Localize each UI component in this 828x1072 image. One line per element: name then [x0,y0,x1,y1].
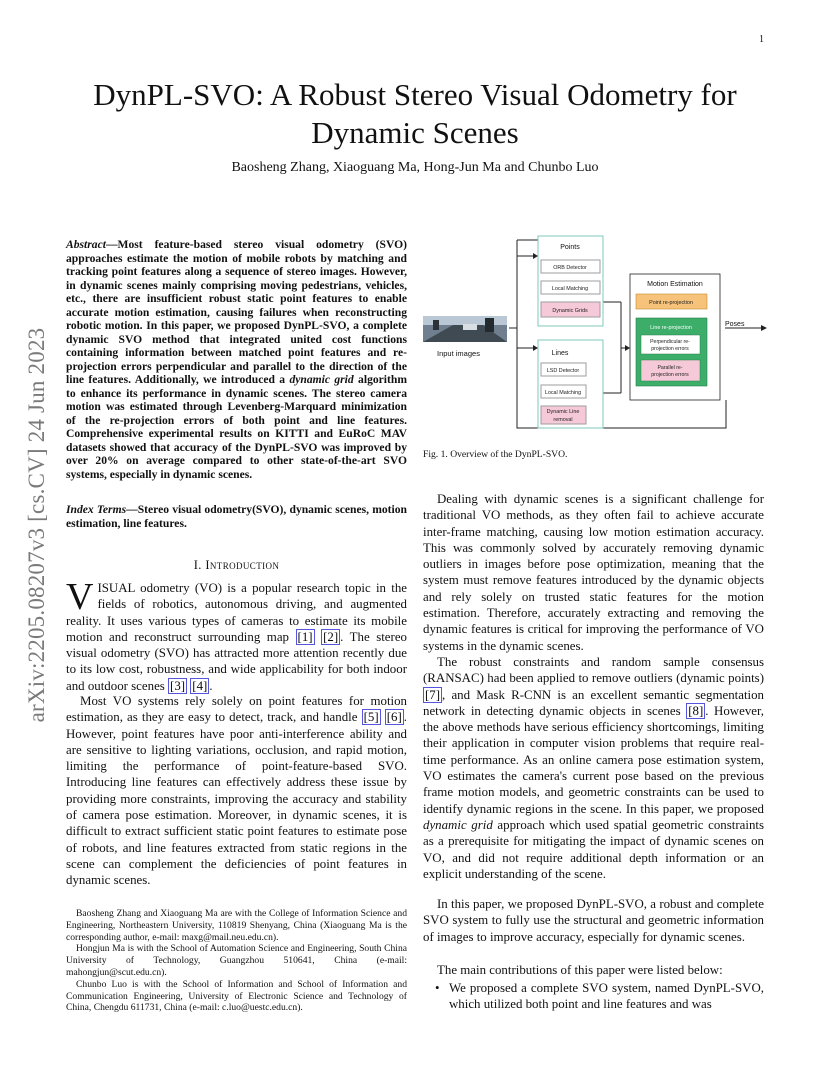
input-image-thumbnail [423,316,507,342]
dynamic-line-removal-box-line2: removal [553,417,573,423]
local-matching-box-2: Local Matching [544,390,582,396]
citation-link[interactable]: [8] [688,703,704,718]
abstract [66,238,407,481]
footnote: Chunbo Luo is with the School of Information and School of Information and Communication Engineering, University of Electronic Science and Technology of China, Chengdu 611731, China (e-mail: c.luo@uestc.edu.cn). [66,978,407,1014]
intro-text: . However, point features have poor anti-interference ability and are sensitive to lighting variations, occlusion, and rapid motion, limiting the performance of point-feature-based SVO. Introducing line features can effectively address these issue by providing more constraints, improving the accuracy and stability of camera pose estimation. Moreover, in dynamic scenes, it is difficult to extract sufficient static point features to estimate pose of robots, and line features extracted from static regions in the scene can complement the deficiencies of point features in dynamic scenes. [66,710,407,888]
index-text: —Stereo visual odometry(SVO), dynamic scenes, motion estimation, line features. [66,503,407,530]
contribution-bullet [433,980,764,1013]
index-label: Index Terms [66,503,127,516]
parallel-errors-box-line2: projection errors [651,372,689,378]
parallel-errors-box: Parallel re- [657,365,683,371]
section-title: Introduction [205,558,280,572]
index-terms [66,503,407,530]
right-paragraph-1 [423,491,764,654]
abstract-emphasis: dynamic grid [289,373,354,386]
lsd-detector-box: LSD Detector [546,368,580,374]
paragraph-text: Dealing with dynamic scenes is a significant challenge for traditional VO methods, as they often fail to achieve accurate inter-frame matching, causing low motion estimation accuracy. This was commonly solved by accurately removing dynamic outliers in images before pose optimization, meaning that the system must remove features introduced by the dynamic objects and rely solely on trusted static features for the motion estimation. Therefore, accurately extracting and removing the dynamic features is critical for improving the performance of VO systems in the dynamic scenes. [423,492,764,653]
paragraph-emphasis: dynamic grid [423,817,493,832]
intro-paragraph-2 [66,693,407,889]
perpendicular-errors-box-line2: projection errors [651,346,689,352]
figure-caption: Fig. 1. Overview of the DynPL-SVO. [423,449,568,460]
motion-estimation-title: Motion Estimation [647,281,703,288]
orb-detector-box: ORB Detector [553,265,587,271]
citation-link[interactable]: [3] [170,678,186,693]
bullet-text: We proposed a complete SVO system, named DynPL-SVO, which utilized both point and line features and was [449,981,764,1012]
citation-link[interactable]: [4] [192,678,208,693]
citation-link[interactable]: [7] [425,687,441,702]
right-paragraph-4 [423,962,764,978]
footnote: Baosheng Zhang and Xiaoguang Ma are with the College of Information Science and Engineering, Northeastern University, 110819 Shenyang, China (Xiaoguang Ma is the corresponding author, e-mail: maxg@mail.neu.edu.cn). [66,908,407,943]
page-number: 1 [759,34,764,45]
intro-text: ISUAL odometry (VO) is a popular research topic in the fields of robotics, autonomous driving, and augmented reality. It uses various types of cameras to estimate its mobile motion and reconstruct surrounding map [66,581,407,644]
paragraph-text: approach which used spatial geometric constraints as a prerequisite for mitigating the impact of dynamic scenes on VO, and did not require additional depth information or an explicit understanding of the scene. [423,817,764,881]
input-images-label: Input images [437,349,480,358]
citation-link[interactable]: [5] [363,710,379,725]
paper-authors: Baosheng Zhang, Xiaoguang Ma, Hong-Jun Ma and Chunbo Luo [231,160,599,175]
intro-paragraph-1: VISUAL odometry (VO) is a popular research topic in the fields of robotics, autonomous driving, and augmented reality. It uses various types of cameras to estimate its mobile motion and reconstruct surrounding map [1] [2] . The stereo visual odometry (SVO) has attracted more attention recently due to its low cost, robustness, and wide applicability for both indoor and outdoor scenes [3] [4] . [66,576,407,693]
section-number: I. [193,558,202,572]
local-matching-box: Local Matching [551,286,589,292]
abstract-label: Abstract [66,238,106,251]
citation-link[interactable]: [2] [323,629,339,644]
citation-link[interactable]: [6] [386,710,402,725]
section-heading [66,558,407,573]
poses-label: Poses [725,321,745,328]
right-paragraph-2 [423,654,764,882]
drop-cap: V [66,576,94,618]
points-group-title: Points [560,244,580,251]
paragraph-text: In this paper, we proposed DynPL-SVO, a robust and complete SVO system to fully use the structural and geometric information of images to improve accuracy, especially for dynamic scenes. [423,897,764,944]
paragraph-text: The main contributions of this paper were listed below: [437,963,723,977]
abstract-text-cont: algorithm to enhance its performance in dynamic scenes. The stereo camera motion was estimated through Levenberg-Marquard minimization of the re-projection errors of both point and line features. Comprehensive experimental results on KITTI and EuRoC MAV datasets showed that accuracy of the DynPL-SVO was improved by over 20% on average compared to other state-of-the-art SVO systems, especially in dynamic scenes. [66,373,407,481]
footnote: Hongjun Ma is with the School of Automation Science and Engineering, South China University of Technology, Guangzhou 510641, China (e-mail: mahongjun@scut.edu.cn). [66,943,407,978]
right-paragraph-3 [423,896,764,945]
paper-title: DynPL-SVO: A Robust Stereo Visual Odometry for Dynamic Scenes [93,77,737,150]
line-reprojection-box: Line re-projection [650,325,692,331]
citation-link[interactable]: [1] [297,629,313,644]
point-reprojection-box: Point re-projection [649,300,693,306]
paragraph-text: The robust constraints and random sample consensus (RANSAC) had been applied to remove outliers (dynamic points) [423,655,764,686]
lines-group-title: Lines [551,350,569,357]
bullet-dot: • [435,981,440,995]
paragraph-text: , and Mask R-CNN is an excellent semantic segmentation network in detecting dynamic objects in scenes [423,687,764,718]
perpendicular-errors-box: Perpendicular re- [650,339,690,345]
footnotes [66,908,407,1014]
figure-overview-diagram [423,228,768,438]
arxiv-sidebar [22,290,52,760]
intro-text: . The stereo visual odometry (SVO) has attracted more attention recently due to its low cost, robustness, and wide applicability for both indoor and outdoor scenes [66,629,407,693]
paragraph-text: . However, the above methods have serious efficiency shortcomings, limiting their application in computer vision problems that require real-time performance. As an online camera pose estimation system, VO estimates the camera's current pose based on the previous frame motion models, and geometric constraints can be used to identify dynamic regions in the scene. In this paper, we proposed [423,703,764,816]
dynamic-grids-box: Dynamic Grids [552,308,588,314]
dynamic-line-removal-box: Dynamic Line [546,409,580,415]
arxiv-id: arXiv:2205.08207v3 [cs.CV] 24 Jun 2023 [24,327,49,723]
intro-text: Most VO systems rely solely on point features for motion estimation, as they are easy to detect, track, and handle [66,694,407,725]
abstract-text: —Most feature-based stereo visual odometry (SVO) approaches estimate the motion of mobile robots by matching and tracking point features along a sequence of stereo images. However, in dynamic scenes mainly comprising moving pedestrians, vehicles, etc., there are insufficient robust static point features to enable accurate motion estimation, causing failures when reconstructing robotic motion. In this paper, we proposed DynPL-SVO, a complete dynamic SVO method that integrated united cost functions containing information between matched point features and re-projection errors perpendicular and parallel to the direction of the line features. Additionally, we introduced a [66,238,407,386]
